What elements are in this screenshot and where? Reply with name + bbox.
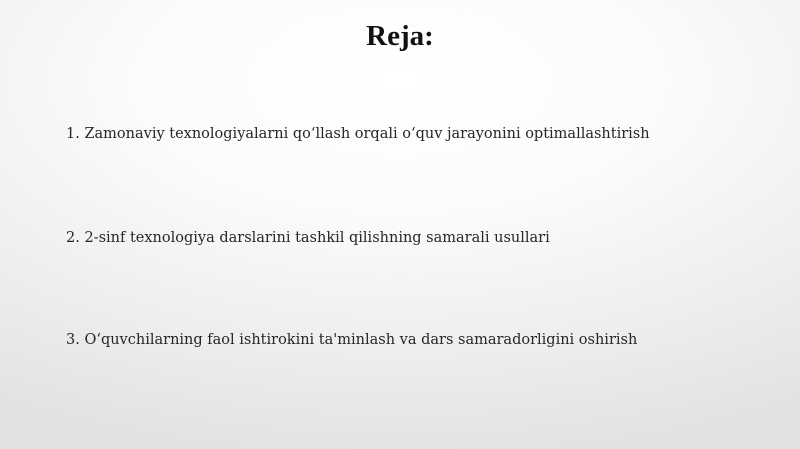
slide-title: Reja: xyxy=(366,20,434,52)
plan-item-3: 3. O‘quvchilarning faol ishtirokini ta'minlash va dars samaradorligini oshirish xyxy=(66,332,638,348)
plan-item-1: 1. Zamonaviy texnologiyalarni qo‘llash orqali o‘quv jarayonini optimallashtirish xyxy=(66,126,650,142)
plan-item-2: 2. 2-sinf texnologiya darslarini tashkil qilishning samarali usullari xyxy=(66,230,550,246)
